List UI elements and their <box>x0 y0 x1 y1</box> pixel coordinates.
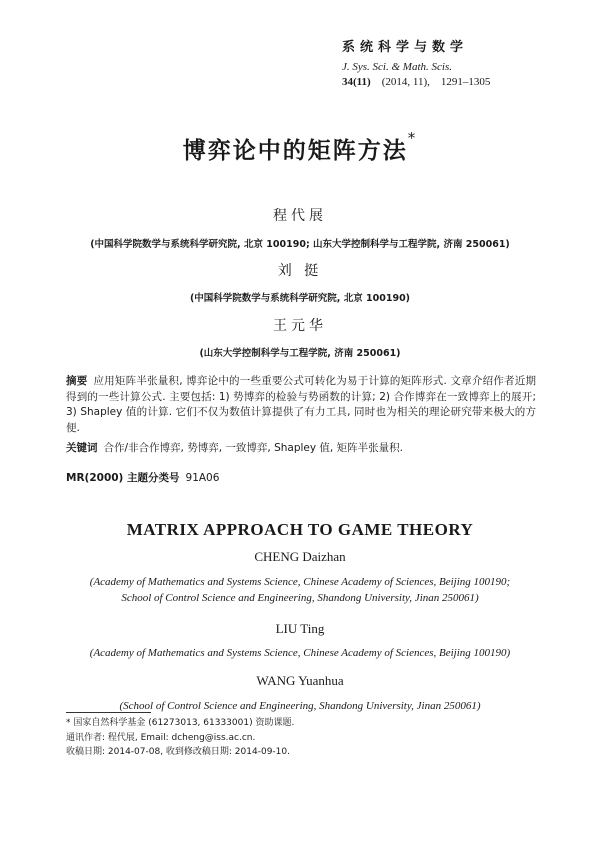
keywords-text: 合作/非合作博弈, 势博弈, 一致博弈, Shapley 值, 矩阵半张量积. <box>103 442 403 454</box>
journal-volume: 34(11) <box>342 76 371 88</box>
author-en-3: WANG Yuanhua <box>256 673 344 688</box>
footnotes <box>66 716 536 760</box>
affiliation-en-1 <box>0 574 600 606</box>
author-en-2: LIU Ting <box>275 621 325 636</box>
author-en-1: CHENG Daizhan <box>254 549 346 564</box>
affiliation-en-1-line-2: School of Control Science and Engineering, Shandong University, Jinan 250061) <box>121 592 479 604</box>
title-cn-text: 博弈论中的矩阵方法 <box>182 138 408 164</box>
footnote-correspondence: 通讯作者: 程代展, Email: dcheng@iss.ac.cn. <box>66 732 256 743</box>
author-cn-3: 王元华 <box>273 318 327 334</box>
journal-name-en: J. Sys. Sci. & Math. Scis. <box>342 61 452 73</box>
footnote-funding: * 国家自然科学基金 (61273013, 61333001) 资助课题. <box>66 718 295 728</box>
footnote-dates: 收稿日期: 2014-07-08, 收到修改稿日期: 2014-09-10. <box>66 747 290 757</box>
abstract-label: 摘要 <box>66 375 88 387</box>
abstract-text: 应用矩阵半张量积, 博弈论中的一些重要公式可转化为易于计算的矩阵形式. 文章介绍作者近期得到的一些计算公式. 主要包括: 1) 势博弈的检验与势函数的计算; 2) 合作博弈在一致博弈上的展开; 3) Shapley 值的计算. 它们不仅为数值计算提供了有力工具, 同时也为相关的理论研究带来极大的方便. <box>66 375 536 434</box>
affiliation-cn-1: (中国科学院数学与系统科学研究院, 北京 100190; 山东大学控制科学与工程学院, 济南 250061) <box>90 239 510 250</box>
msc-classification <box>66 470 219 485</box>
footnote-divider <box>66 712 151 713</box>
paper-title-cn <box>0 129 600 165</box>
affiliation-cn-3: (山东大学控制科学与工程学院, 济南 250061) <box>199 348 401 359</box>
abstract <box>66 374 536 436</box>
keywords <box>66 440 536 455</box>
journal-name-cn: 系统科学与数学 <box>342 40 469 55</box>
journal-header <box>342 36 552 88</box>
affiliation-cn-2: (中国科学院数学与系统科学研究院, 北京 100190) <box>189 293 411 304</box>
journal-issue <box>342 76 552 88</box>
affiliation-en-2-line-1: (Academy of Mathematics and Systems Science, Chinese Academy of Sciences, Beijing 100190) <box>89 647 511 659</box>
affiliation-en-2 <box>0 645 600 661</box>
paper-title-en: MATRIX APPROACH TO GAME THEORY <box>126 520 474 539</box>
affiliation-en-3-line-1: (School of Control Science and Engineering, Shandong University, Jinan 250061) <box>119 700 481 712</box>
journal-date: (2014, 11), <box>381 76 430 88</box>
msc-value: 91A06 <box>185 472 220 484</box>
author-cn-1: 程代展 <box>273 208 327 224</box>
journal-pages: 1291–1305 <box>440 76 491 88</box>
msc-label: MR(2000) 主题分类号 <box>66 472 180 484</box>
keywords-label: 关键词 <box>66 442 98 454</box>
author-cn-2: 刘 挺 <box>277 263 323 279</box>
title-footnote-mark: * <box>407 129 418 148</box>
affiliation-en-1-line-1: (Academy of Mathematics and Systems Science, Chinese Academy of Sciences, Beijing 100190; <box>89 576 511 588</box>
